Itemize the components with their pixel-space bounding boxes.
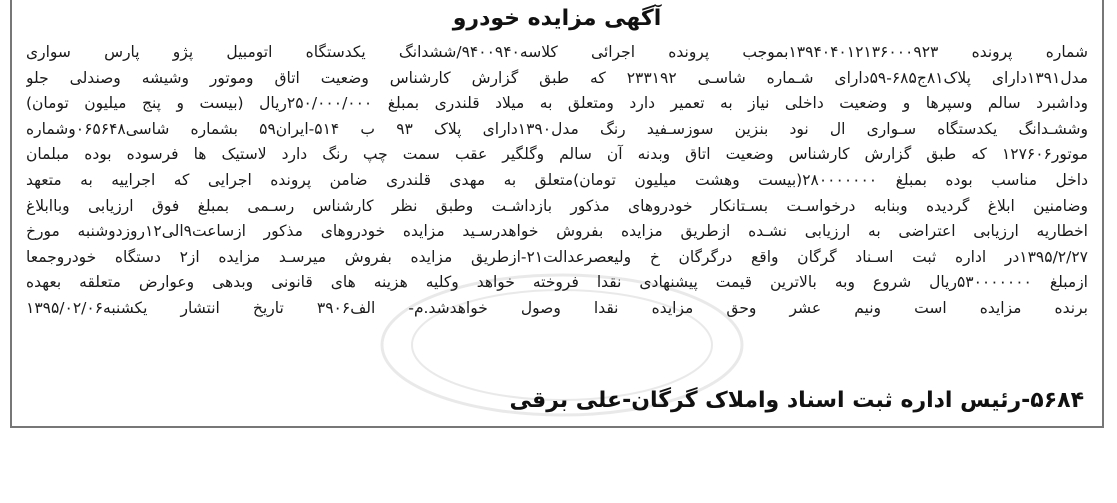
notice-line: برنده مزایده است ونیم عشر وحق مزایده نقدا وصول خواهدشد.م- الف۳۹۰۶ تاریخ انتشار یکشنبه۱۳۹۵/۰۲/۰۶ bbox=[26, 298, 1088, 317]
notice-line: ۱۳۹۵/۲/۲۷در اداره ثبت اسـناد گرگان واقع درگرگان خ ولیعصرعدالت۲۱-ازطریق مزایده بفروش میرسـد مزایده از۲ دستگاه خودروجمعا bbox=[26, 247, 1088, 266]
notice-line: اخطاریه ارزیابی اعتراضی به ارزیابی نشـده ازطریق مزایده بفروش خواهدرسـید مزایده خودروهای مذکور ازساعت۹الی۱۲روزدوشنبه مورخ bbox=[26, 222, 1088, 241]
notice-line: مدل۱۳۹۱دارای پلاک۸۱ج۶۸۵-۵۹دارای شـماره شاسـی ۲۳۳۱۹۲ که طبق گزارش کارشناس وضعیت اتاق وموتور وشیشه وصندلی جلو bbox=[26, 68, 1088, 87]
notice-line: موتور۱۲۷۶۰۶ که طبق گزارش کارشناس وضعیت اتاق وبدنه آن سالم وگلگیر عقب سمت چپ رنگ دارد لاستیک ها فرسوده بوده مبلمان bbox=[26, 145, 1088, 164]
notice-line: وضامنین ابلاغ گردیده وبنابه درخواسـت بسـتانکار خودروهای مذکور بازداشـت وطبق نظر کارشناس رسـمی بمبلغ فوق ارزیابی وباابلاغ bbox=[26, 196, 1088, 215]
notice-signature: ۵۶۸۴-رئیس اداره ثبت اسناد واملاک گرگان-علی برقی bbox=[509, 388, 1084, 413]
notice-line: وداشبرد سالم وسپرها و وضعیت داخلی نیاز به تعمیر دارد ومتعلق به میلاد قلندری بمبلغ ۲۵۰/۰۰۰/۰۰۰ریال (بیست و پنج میلیون تومان) bbox=[26, 94, 1088, 113]
notice-title: آگهی مزایده خودرو bbox=[452, 6, 662, 31]
notice-line: داخل مناسب بوده بمبلغ ۲۸۰۰۰۰۰۰۰(بیست وهشت میلیون تومان)متعلق به مهدی قلندری ضامن پرونده اجرایی که اجراییه به متعهد bbox=[26, 170, 1088, 189]
notice-line: شماره پرونده ۱۳۹۴۰۴۰۱۲۱۳۶۰۰۰۹۲۳بموجب پرونده اجرائی کلاسه۹۴۰۰۹۴۰/ششدانگ یکدستگاه اتومبیل پژو پارس سواری bbox=[26, 43, 1088, 61]
notice-line: وششـدانگ یکدستگاه سـواری ال نود بنزین سوزسـفید رنگ مدل۱۳۹۰دارای پلاک ۹۳ ب ۵۱۴-ایران۵۹ بشماره شاسی۰۶۵۶۴۸وشماره bbox=[26, 119, 1088, 138]
notice-line: ازمبلغ ۵۳۰۰۰۰۰۰۰ریال شروع وبه بالاترین قیمت پیشنهادی نقدا فروخته خواهد وکلیه هزینه های قانونی وبدهی وعوارض متعلقه بعهده bbox=[26, 273, 1088, 292]
notice-body bbox=[26, 40, 1088, 322]
auction-notice bbox=[10, 0, 1104, 428]
